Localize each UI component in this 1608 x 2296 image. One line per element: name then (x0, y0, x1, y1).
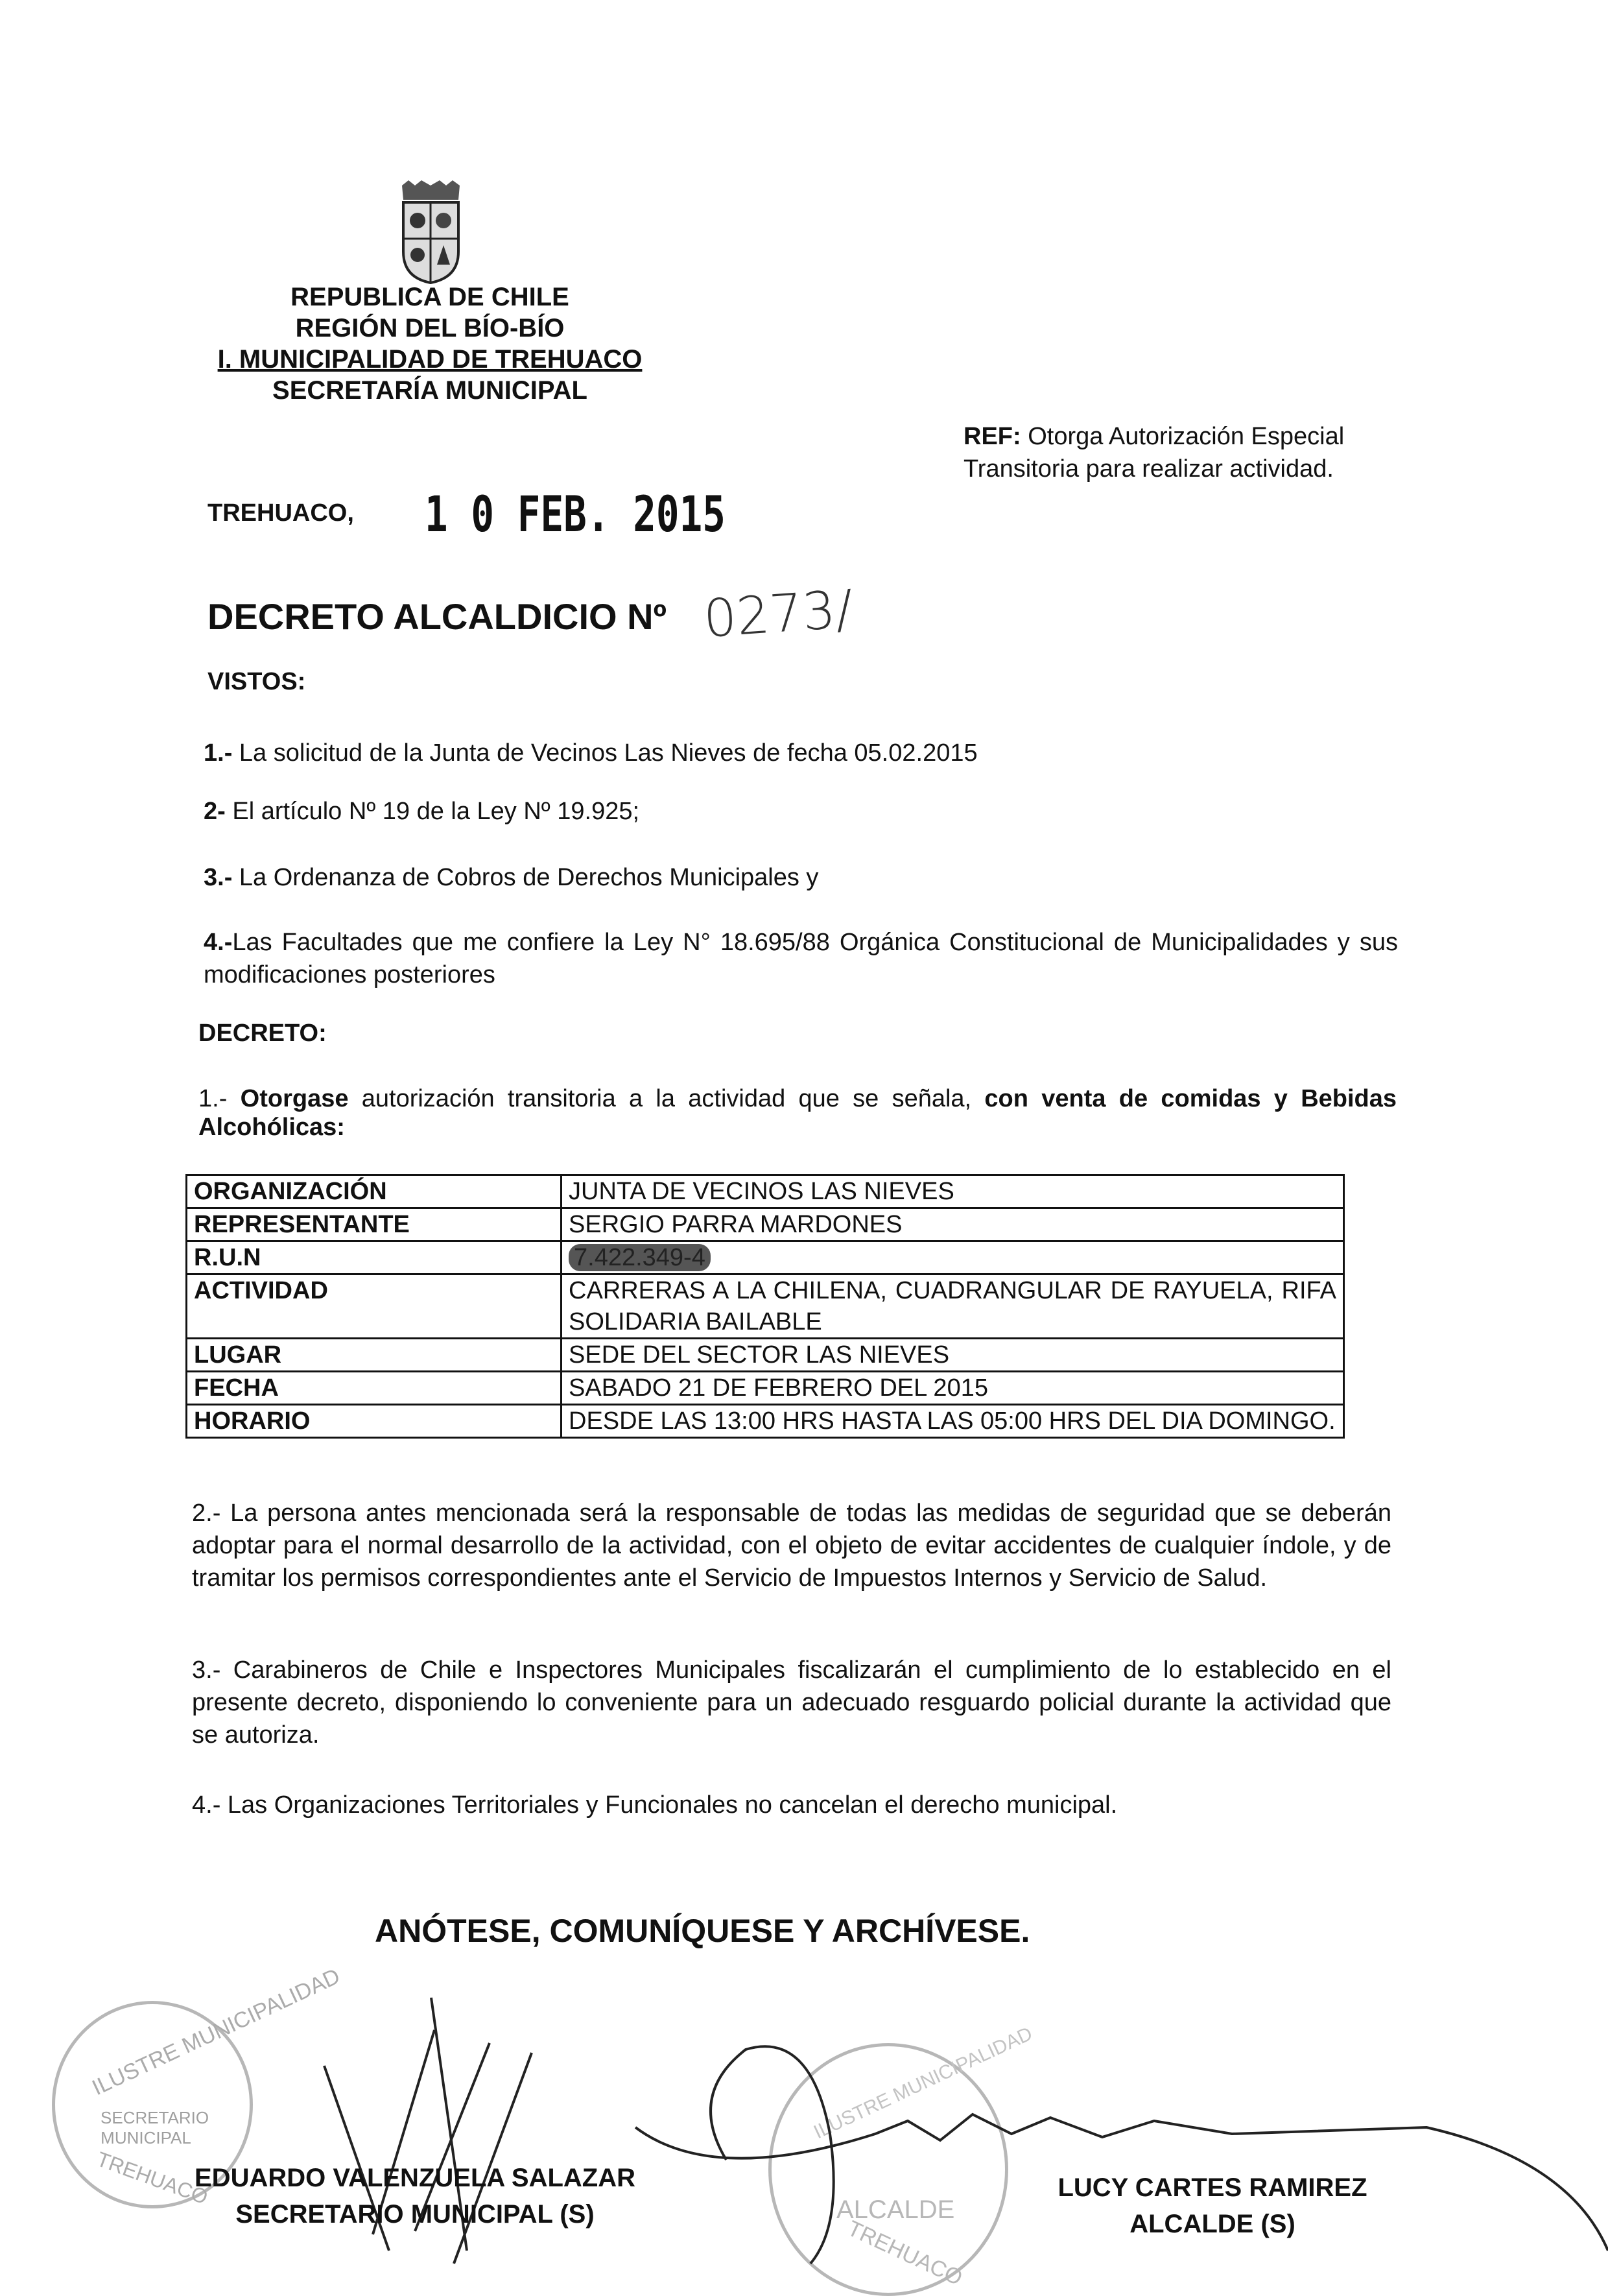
vistos-item-1 (204, 739, 978, 767)
vistos-item-4 (204, 926, 1398, 991)
closing-formula: ANÓTESE, COMUNÍQUESE Y ARCHÍVESE. (375, 1913, 1030, 1949)
row-value: JUNTA DE VECINOS LAS NIEVES (562, 1175, 1344, 1208)
ref-label: REF: (964, 423, 1021, 450)
activity-table (185, 1174, 1345, 1439)
row-value: SERGIO PARRA MARDONES (562, 1208, 1344, 1241)
row-label: ACTIVIDAD (187, 1274, 562, 1339)
stamp-text: TREHUACO (93, 2147, 211, 2209)
table-row (187, 1339, 1344, 1372)
row-label: ORGANIZACIÓN (187, 1175, 562, 1208)
row-value: CARRERAS A LA CHILENA, CUADRANGULAR DE RAYUELA, RIFA SOLIDARIA BAILABLE (562, 1274, 1344, 1339)
item-text: Las Facultades que me confiere la Ley N° 18.695/88 Orgánica Constitucional de Municipalidades y sus modificaciones posteriores (204, 929, 1398, 988)
stamp-text: ILUSTRE MUNICIPALIDAD (810, 2022, 1036, 2144)
redacted-run: 7.422.349-4 (569, 1244, 711, 1271)
ref-line2: Transitoria para realizar actividad. (964, 455, 1334, 483)
mayor-signature-block (1031, 2170, 1394, 2242)
item-number: 4.- (204, 929, 233, 956)
item-text: La Ordenanza de Cobros de Derechos Municipales y (239, 864, 819, 891)
signatory-name: EDUARDO VALENZUELA SALAZAR (195, 2164, 635, 2192)
decreto-paragraph-4: 4.- Las Organizaciones Territoriales y Funcionales no cancelan el derecho municipal. (192, 1791, 1118, 1819)
row-label: HORARIO (187, 1405, 562, 1438)
item-text: El artículo Nº 19 de la Ley Nº 19.925; (232, 798, 640, 825)
vistos-item-2 (204, 798, 639, 826)
header-region: REGIÓN DEL BÍO-BÍO (295, 314, 565, 342)
item-number: 1.- (198, 1085, 228, 1112)
row-label: LUGAR (187, 1339, 562, 1372)
decree-title: DECRETO ALCALDICIO Nº (207, 596, 667, 637)
place: TREHUACO, (207, 499, 354, 527)
signatory-role: ALCALDE (S) (1129, 2210, 1295, 2238)
item-number: 2- (204, 798, 226, 825)
item-number: 3.- (204, 864, 233, 891)
table-row (187, 1208, 1344, 1241)
emphasis: con venta de comidas y Bebidas Alcohólicas: (198, 1085, 1397, 1141)
table-row (187, 1274, 1344, 1339)
emphasis: Otorgase (240, 1085, 349, 1112)
signatory-role: SECRETARIO MUNICIPAL (S) (235, 2200, 595, 2229)
row-label: REPRESENTANTE (187, 1208, 562, 1241)
vistos-heading: VISTOS: (207, 668, 306, 695)
decreto-heading: DECRETO: (198, 1020, 327, 1047)
item-text: La solicitud de la Junta de Vecinos Las Nieves de fecha 05.02.2015 (239, 739, 978, 767)
stamp-text: TREHUACO (844, 2216, 967, 2291)
row-label: R.U.N (187, 1241, 562, 1274)
secretary-signature-block (175, 2160, 655, 2232)
header-country: REPUBLICA DE CHILE (290, 283, 569, 311)
row-label: FECHA (187, 1372, 562, 1405)
table-row (187, 1175, 1344, 1208)
signatory-name: LUCY CARTES RAMIREZ (1058, 2173, 1367, 2202)
decree-number-handwritten: 0273/ (702, 579, 855, 649)
row-value (562, 1241, 1344, 1274)
decreto-paragraph-2: 2.- La persona antes mencionada será la responsable de todas las medidas de seguridad que se deberán adoptar para el normal desarrollo de la actividad, con el objeto de evitar accidentes de cualquier índole, y de tramitar los permisos correspondientes ante el Servicio de Impuestos Internos y Servicio de Salud. (192, 1500, 1391, 1592)
item-number: 1.- (204, 739, 233, 767)
stamp-text: ILUSTRE MUNICIPALIDAD (88, 1963, 344, 2101)
row-value: DESDE LAS 13:00 HRS HASTA LAS 05:00 HRS DEL DIA DOMINGO. (562, 1405, 1344, 1438)
vistos-item-3 (204, 864, 818, 892)
header-municipality: I. MUNICIPALIDAD DE TREHUACO (217, 345, 643, 374)
header-department: SECRETARÍA MUNICIPAL (272, 376, 587, 405)
ref-line1: Otorga Autorización Especial (1028, 423, 1345, 450)
row-value: SEDE DEL SECTOR LAS NIEVES (562, 1339, 1344, 1372)
reference (964, 423, 1344, 451)
item-text: autorización transitoria a la actividad que se señala, (361, 1085, 972, 1112)
stamp-text: ALCALDE (836, 2195, 955, 2224)
table-row (187, 1241, 1344, 1274)
row-value: SABADO 21 DE FEBRERO DEL 2015 (562, 1372, 1344, 1405)
decreto-paragraph-3: 3.- Carabineros de Chile e Inspectores Municipales fiscalizarán el cumplimiento de lo establecido en el presente decreto, disponiendo lo conveniente para un adecuado resguardo policial durante la actividad que se autoriza. (192, 1656, 1391, 1749)
stamp-text: SECRETARIO MUNICIPAL (100, 2108, 209, 2147)
municipal-crest-icon (397, 180, 465, 284)
table-row (187, 1372, 1344, 1405)
date-stamp: 1 0 FEB. 2015 (425, 485, 726, 543)
table-row (187, 1405, 1344, 1438)
decreto-paragraph-1 (198, 1084, 1397, 1142)
